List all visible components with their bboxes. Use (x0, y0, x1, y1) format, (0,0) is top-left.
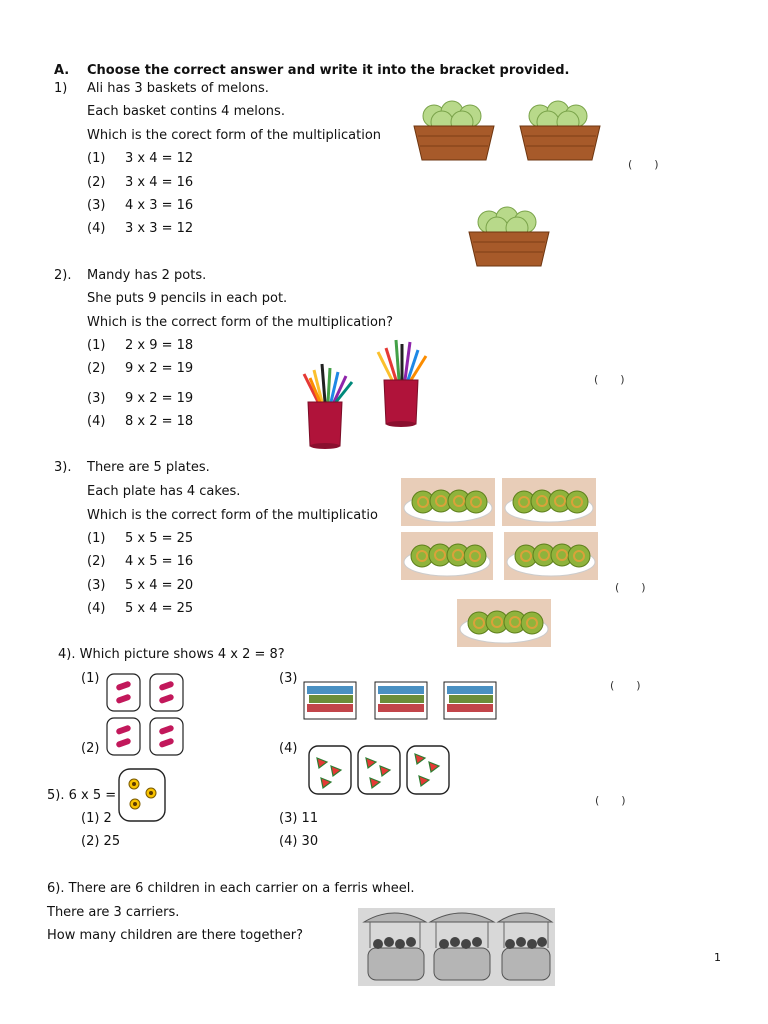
q3-option-num: (4) (87, 601, 106, 616)
melon-basket-image (514, 92, 606, 164)
q4-option-label: (4) (279, 741, 298, 756)
q3-number: 3). (54, 460, 72, 475)
q5-option: (4) 30 (279, 834, 319, 849)
q1-line: Which is the corect form of the multiplication (87, 128, 382, 143)
melon-basket-image (408, 92, 500, 164)
q6-line: There are 3 carriers. (47, 905, 180, 920)
q3-option-text: 5 x 5 = 25 (125, 531, 194, 546)
q3-option-text: 4 x 5 = 16 (125, 554, 194, 569)
q3-line: Which is the correct form of the multiplicatio (87, 508, 378, 523)
cake-plate-image (504, 532, 598, 580)
q4-question: 4). Which picture shows 4 x 2 = 8? (58, 647, 285, 662)
q2-option-num: (1) (87, 338, 106, 353)
q1-option-text: 3 x 3 = 12 (125, 221, 194, 236)
q2-option-num: (4) (87, 414, 106, 429)
q2-option-num: (3) (87, 391, 106, 406)
q1-number: 1) (54, 81, 68, 96)
q3-option-num: (3) (87, 578, 106, 593)
pencil-pot-image (298, 362, 356, 450)
q5-option: (3) 11 (279, 811, 319, 826)
answer-bracket[interactable]: ( ) (628, 158, 659, 171)
section-instruction: Choose the correct answer and write it into the bracket provided. (87, 63, 570, 78)
cake-plate-image (502, 478, 596, 526)
q3-option-num: (2) (87, 554, 106, 569)
cake-plate-image (401, 478, 495, 526)
q1-line: Ali has 3 baskets of melons. (87, 81, 269, 96)
q1-option-num: (1) (87, 151, 106, 166)
answer-bracket[interactable]: ( ) (610, 679, 641, 692)
q4-option-label: (1) (81, 671, 100, 686)
q6-line: How many children are there together? (47, 928, 304, 943)
q1-line: Each basket contins 4 melons. (87, 104, 285, 119)
watermelon-boxes-image (307, 744, 453, 796)
q3-option-text: 5 x 4 = 25 (125, 601, 194, 616)
q1-option-num: (3) (87, 198, 106, 213)
q1-option-text: 3 x 4 = 16 (125, 175, 194, 190)
q1-option-num: (2) (87, 175, 106, 190)
q2-option-text: 9 x 2 = 19 (125, 361, 194, 376)
section-letter: A. (54, 63, 70, 78)
book-boxes-image (301, 681, 501, 721)
q5-option: (2) 25 (81, 834, 121, 849)
ferris-wheel-carriers-image (358, 908, 555, 986)
q3-option-num: (1) (87, 531, 106, 546)
q2-number: 2). (54, 268, 72, 283)
q2-line: Which is the correct form of the multiplication? (87, 315, 394, 330)
candy-boxes-image (105, 672, 187, 758)
q1-option-num: (4) (87, 221, 106, 236)
q6-line: 6). There are 6 children in each carrier on a ferris wheel. (47, 881, 415, 896)
q3-line: Each plate has 4 cakes. (87, 484, 241, 499)
pencil-pot-image (374, 338, 432, 428)
q2-option-text: 8 x 2 = 18 (125, 414, 194, 429)
q2-option-text: 9 x 2 = 19 (125, 391, 194, 406)
q4-option-label: (3) (279, 671, 298, 686)
q3-option-text: 5 x 4 = 20 (125, 578, 194, 593)
q4-option-label: (2) (81, 741, 100, 756)
answer-bracket[interactable]: ( ) (595, 794, 626, 807)
q5-stem: 5). 6 x 5 = (47, 788, 117, 803)
q2-option-text: 2 x 9 = 18 (125, 338, 194, 353)
melon-basket-image (463, 198, 555, 270)
q3-line: There are 5 plates. (87, 460, 210, 475)
answer-bracket[interactable]: ( ) (594, 373, 625, 386)
q5-option: (1) 2 (81, 811, 112, 826)
answer-bracket[interactable]: ( ) (615, 581, 646, 594)
q2-line: Mandy has 2 pots. (87, 268, 207, 283)
q2-line: She puts 9 pencils in each pot. (87, 291, 288, 306)
q2-option-num: (2) (87, 361, 106, 376)
cake-plate-image (457, 599, 551, 647)
q1-option-text: 3 x 4 = 12 (125, 151, 194, 166)
page-number: 1 (714, 951, 721, 964)
cake-plate-image (401, 532, 493, 580)
q1-option-text: 4 x 3 = 16 (125, 198, 194, 213)
sunflower-box-image (117, 767, 167, 823)
